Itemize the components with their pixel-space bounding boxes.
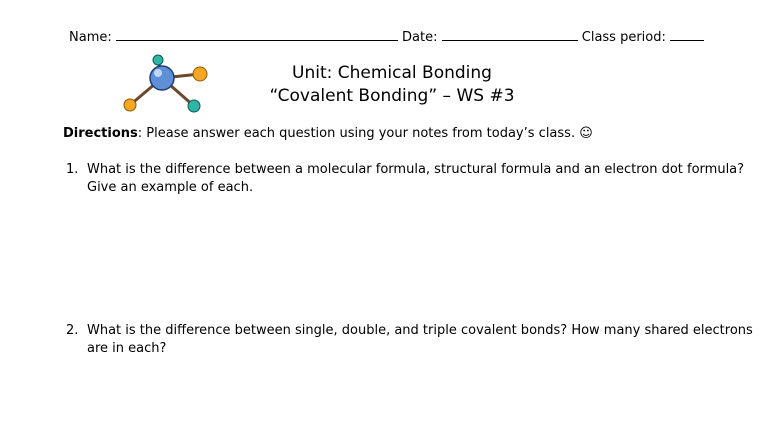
question-text: What is the difference between single, double, and triple covalent bonds? How many shared electrons are in each? xyxy=(87,323,753,356)
date-field[interactable] xyxy=(442,28,578,41)
student-info-header xyxy=(69,28,719,45)
class-period-label: Class period: xyxy=(581,30,666,45)
question-number: 2. xyxy=(66,323,79,338)
title-line-worksheet: “Covalent Bonding” – WS #3 xyxy=(269,86,515,106)
name-label: Name: xyxy=(69,30,112,45)
directions-text: : Please answer each question using your notes from today’s class. ☺ xyxy=(137,126,593,141)
question-2 xyxy=(66,322,766,358)
name-field[interactable] xyxy=(116,28,398,41)
molecule-model-icon xyxy=(118,52,218,118)
title-line-unit: Unit: Chemical Bonding xyxy=(292,63,492,83)
worksheet-title xyxy=(230,62,554,108)
question-text: What is the difference between a molecular formula, structural formula and an electron dot formula? Give an example of each. xyxy=(87,162,745,195)
question-number: 1. xyxy=(66,162,79,177)
class-period-field[interactable] xyxy=(670,28,704,41)
date-label: Date: xyxy=(402,30,438,45)
question-1 xyxy=(66,161,766,197)
directions-label: Directions xyxy=(63,126,138,141)
directions xyxy=(63,126,763,141)
